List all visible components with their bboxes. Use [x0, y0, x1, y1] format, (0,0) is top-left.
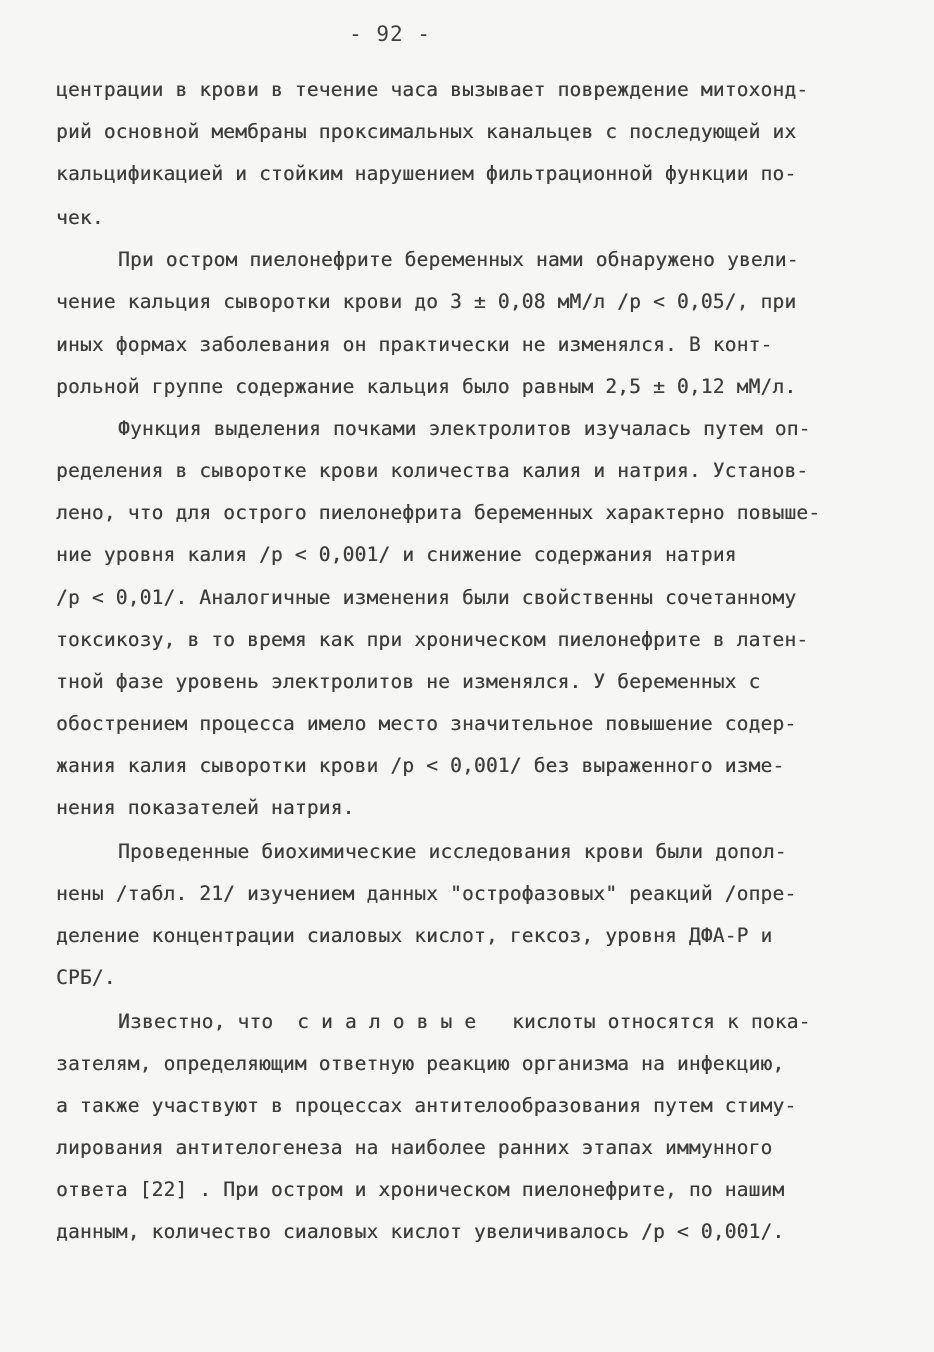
text-line: жания калия сыворотки крови /р < 0,001/ без выраженного изме- — [56, 754, 785, 777]
paragraph-start-line: Проведенные биохимические исследования крови были допол- — [118, 840, 787, 863]
text-line: /р < 0,01/. Аналогичные изменения были свойственны сочетанному — [56, 586, 797, 609]
text-line: ответа [22] . При остром и хроническом пиелонефрите, по нашим — [56, 1178, 785, 1201]
text-line: центрации в крови в течение часа вызывает повреждение митохонд- — [56, 78, 809, 101]
text-line: кальцификацией и стойким нарушением фильтрационной функции по- — [56, 162, 797, 185]
text-line: чек. — [56, 206, 104, 229]
text-line: тной фазе уровень электролитов не изменялся. У беременных с — [56, 670, 761, 693]
text-line: ределения в сыворотке крови количества калия и натрия. Установ- — [56, 459, 809, 482]
text-line: обострением процесса имело место значительное повышение содер- — [56, 712, 797, 735]
paragraph-start-line: Известно, что с и а л о в ы е кислоты относятся к пока- — [118, 1010, 811, 1033]
text-line: деление концентрации сиаловых кислот, гексоз, уровня ДФА-Р и — [56, 924, 773, 947]
text-line: СРБ/. — [56, 966, 116, 989]
text-line: лено, что для острого пиелонефрита беременных характерно повыше- — [56, 501, 821, 524]
text-line: рольной группе содержание кальция было равным 2,5 ± 0,12 мМ/л. — [56, 375, 797, 398]
paragraph-start-line: При остром пиелонефрите беременных нами обнаружено увели- — [118, 248, 799, 271]
text-line: чение кальция сыворотки крови до 3 ± 0,08 мМ/л /р < 0,05/, при — [56, 290, 797, 313]
text-line: токсикозу, в то время как при хроническом пиелонефрите в латен- — [56, 628, 809, 651]
text-line: данным, количество сиаловых кислот увеличивалось /р < 0,001/. — [56, 1220, 785, 1243]
paragraph-start-line: Функция выделения почками электролитов изучалась путем оп- — [118, 417, 811, 440]
text-line: а также участвуют в процессах антителообразования путем стиму- — [56, 1094, 797, 1117]
text-line: рий основной мембраны проксимальных канальцев с последующей их — [56, 120, 797, 143]
text-line: нены /табл. 21/ изучением данных "острофазовых" реакций /опре- — [56, 882, 797, 905]
page-number: - 92 - — [349, 22, 431, 46]
text-line: нения показателей натрия. — [56, 796, 355, 819]
text-line: иных формах заболевания он практически не изменялся. В конт- — [56, 333, 773, 356]
text-line: лирования антителогенеза на наиболее ранних этапах иммунного — [56, 1136, 773, 1159]
text-line: зателям, определяющим ответную реакцию организма на инфекцию, — [56, 1052, 785, 1075]
text-line: ние уровня калия /р < 0,001/ и снижение содержания натрия — [56, 543, 737, 566]
